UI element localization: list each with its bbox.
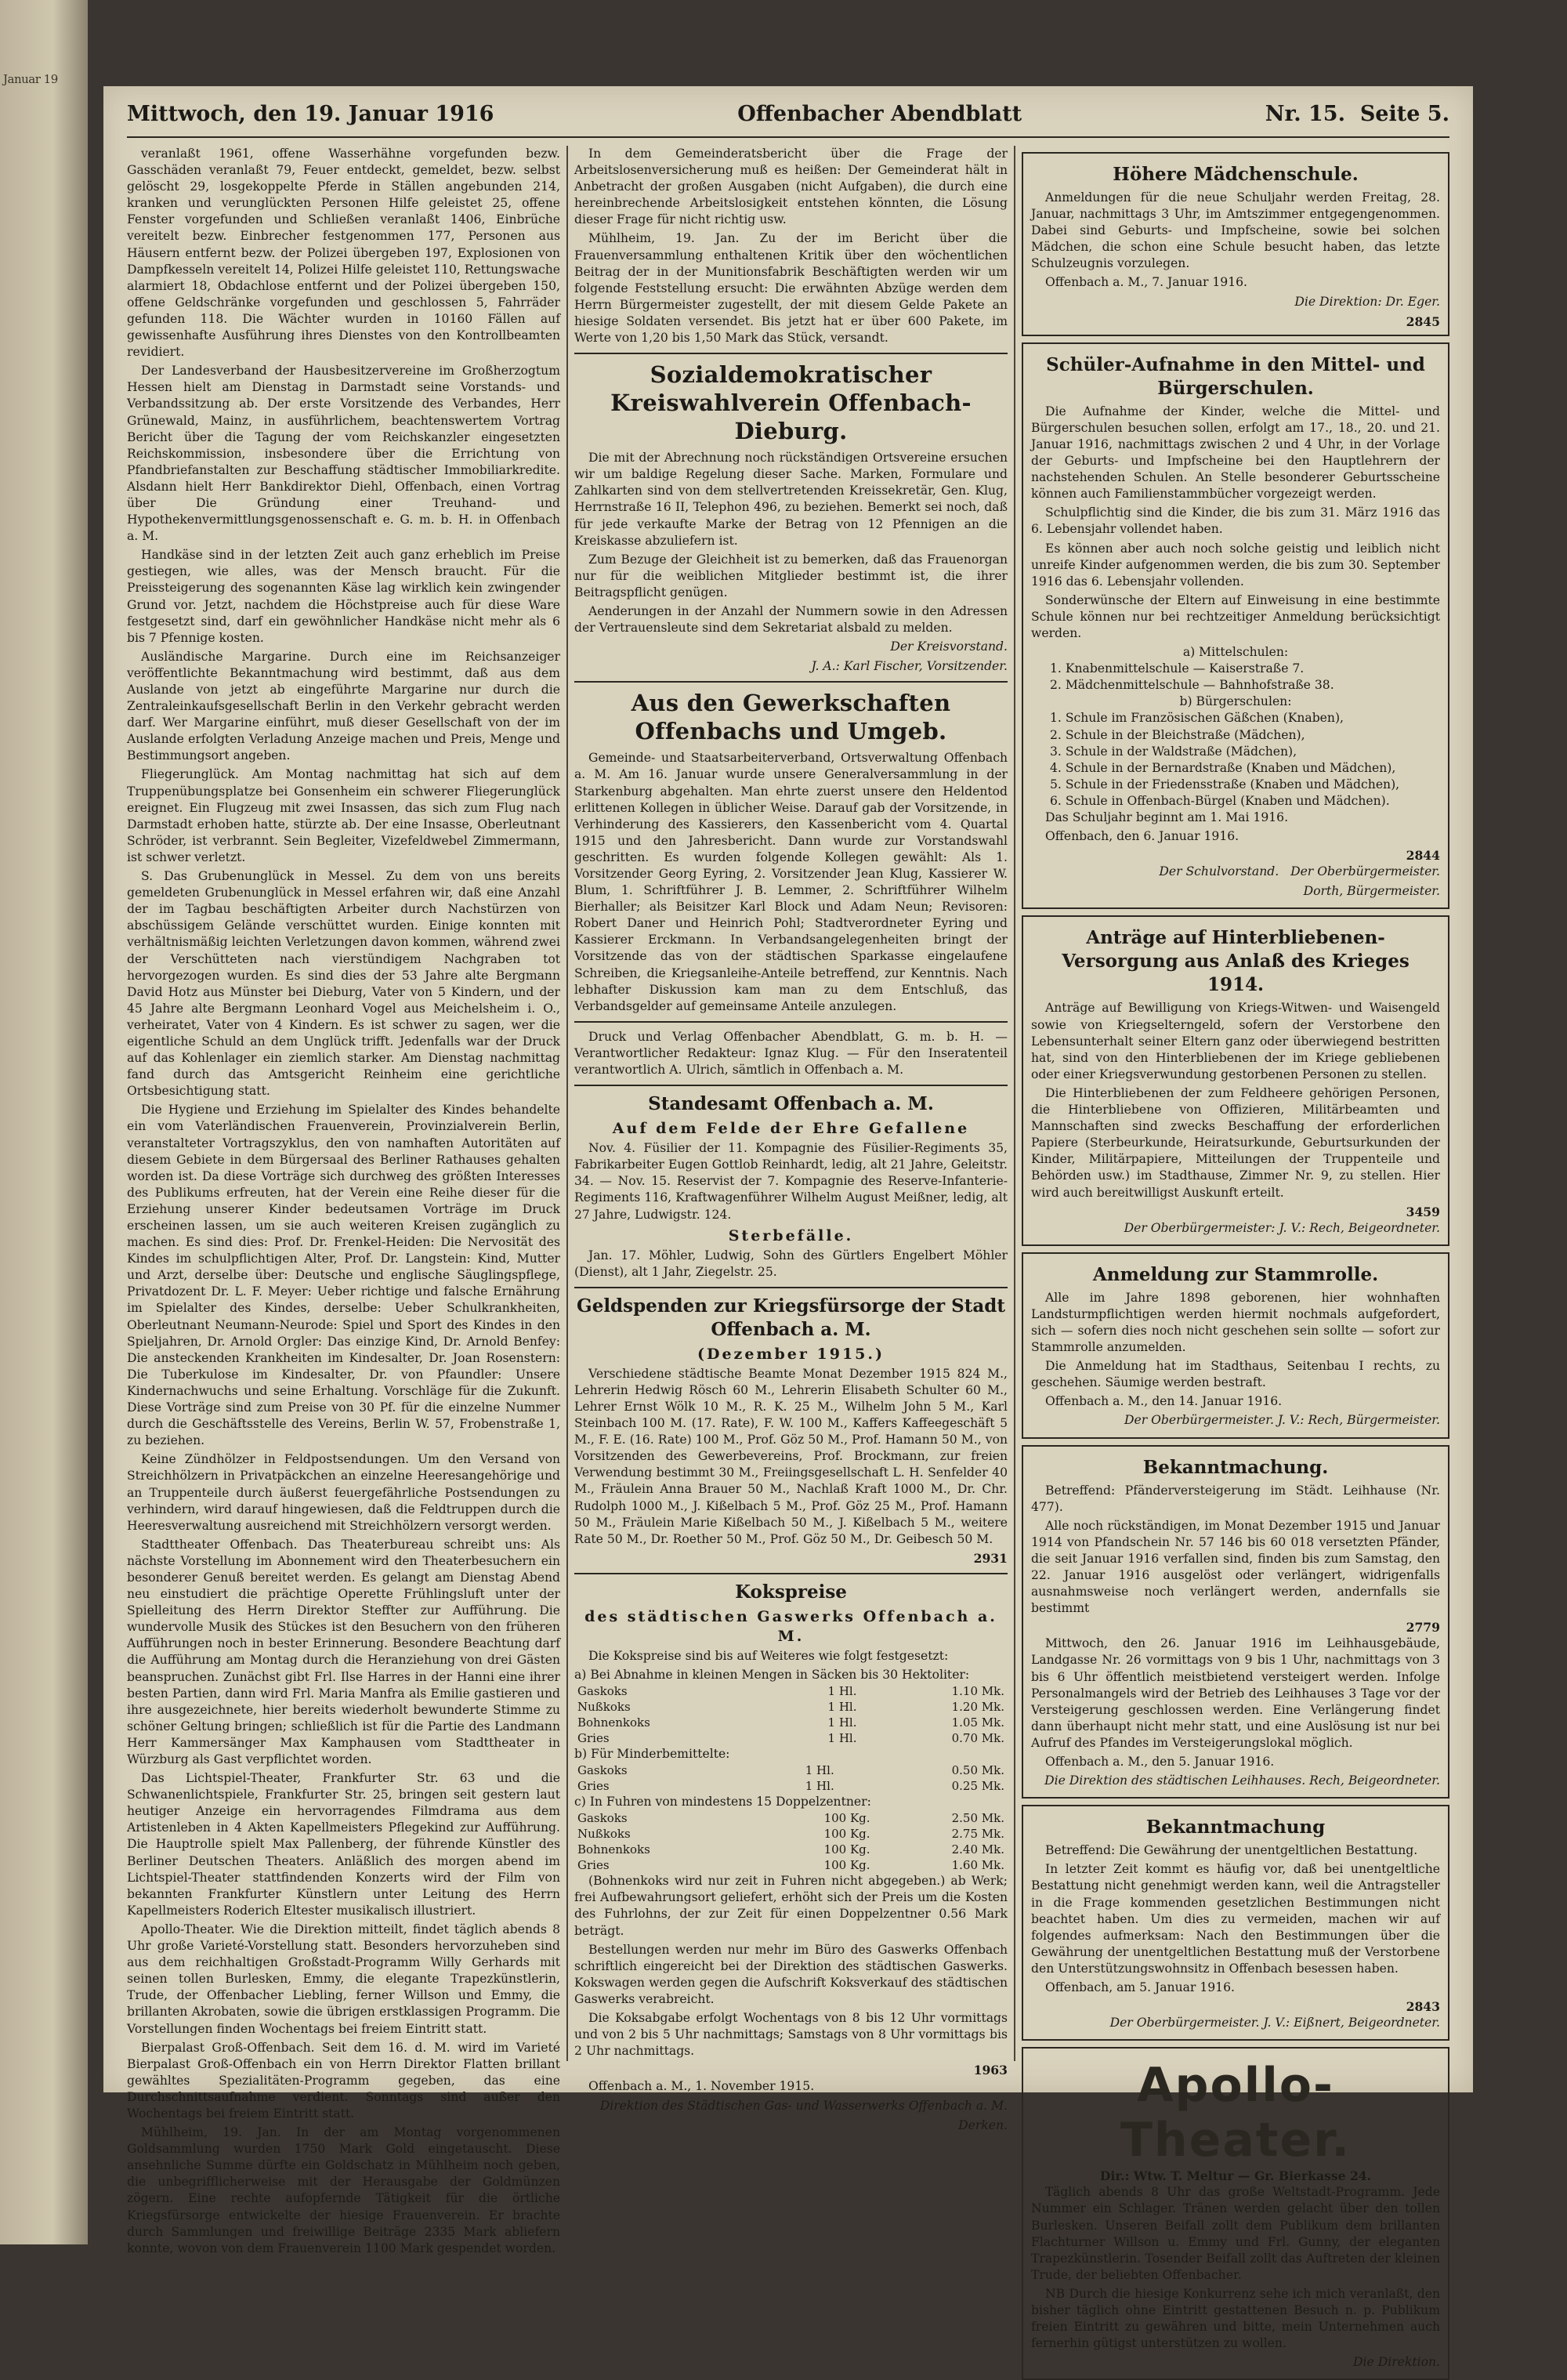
price-cell-qty: 1 Hl.	[827, 1715, 857, 1730]
section-heading: Aus den Gewerkschaften Offenbachs und Umgeb.	[631, 690, 951, 745]
price-cell-price: 0.70 Mk.	[951, 1731, 1004, 1746]
article-paragraph: Die Koksabgabe erfolgt Wochentags von 8 bis 12 Uhr vormittags und von 2 bis 5 Uhr nachmittags; Samstags von 8 Uhr vormittags bis 2 Uhr nachmittags.	[574, 2011, 1008, 2059]
price-cell-price: 2.75 Mk.	[951, 1827, 1004, 1842]
notice-heading: Anmeldung zur Stammrolle.	[1092, 1263, 1379, 1285]
price-row	[574, 1810, 1008, 1826]
price-group-heading: c) In Fuhren von mindestens 15 Doppelzentner:	[574, 1795, 871, 1809]
price-row	[574, 1715, 1008, 1730]
list-heading: a) Mittelschulen:	[1182, 645, 1289, 660]
ad-number: 2931	[973, 1550, 1008, 1566]
price-group-heading: a) Bei Abnahme in kleinen Mengen in Säcken bis 30 Hektoliter:	[574, 1668, 970, 1682]
price-cell-qty: 1 Hl.	[805, 1763, 834, 1778]
notice-paragraph: Mittwoch, den 26. Januar 1916 im Leihhausgebäude, Landgasse Nr. 26 vormittags von 9 bis 1 Uhr, nachmittags von 3 bis 6 Uhr öffentlich meistbietend versteigert werden. Infolge Personalmangels wird der Betrieb des Leihhauses 3 Tage vor der Versteigerung geschlossen werden. Eine Verlängerung findet dann überhaupt nicht mehr statt, und eine Auslösung ist nur bei Aufruf des Pfandes im Versteigerungslokal möglich.	[1031, 1636, 1440, 1750]
notice-paragraph: Sonderwünsche der Eltern auf Einweisung in eine bestimmte Schule können nur bei rechtzeitiger Anmeldung berücksichtigt werden.	[1031, 592, 1440, 640]
section-separator	[574, 1021, 1008, 1023]
price-cell-price: 2.40 Mk.	[951, 1842, 1004, 1857]
price-cell-price: 0.50 Mk.	[951, 1763, 1004, 1778]
article-paragraph: Apollo-Theater. Wie die Direktion mitteilt, findet täglich abends 8 Uhr große Varieté-Vorstellung statt. Besonders hervorzuheben sind aus dem reichhaltigen Großstadt-Programm Willy Gerhards mit seinen tollen Burlesken, Emmy, die elegante Trapezkünstlerin, Trude, der Offenbacher Liebling, ferner Willson und Emmy, die brillanten Akrobaten, sowie die übrigen erstklassigen Programm. Die Vorstellungen finden Wochentags bei freiem Eintritt statt.	[127, 1922, 560, 2036]
article-paragraph: (Bohnenkoks wird nur zeit in Fuhren nicht abgegeben.) ab Werk; frei Aufbewahrungsort geliefert, erhöht sich der Preis um die Kosten des Fuhrlohns, der zur Zeit für einen Doppelzentner 0.56 Mark beträgt.	[574, 1874, 1008, 1938]
article-paragraph: veranlaßt 1961, offene Wasserhähne vorgefunden bezw. Gasschäden veranlaßt 79, Feuer entdeckt, gemeldet, bezw. selbst gelöscht 29, losgekoppelte Pferde in Ställen angebunden 214, kranken und verunglückten Personen Hilfe geleistet 25, offene Fenster vorgefunden und Schließen veranlaßt 1406, Einbrüche vereitelt bezw. Einbrecher festgenommen 177, Personen aus Häusern entfernt bezw. der Polizei übergeben 197, Explosionen von Dampfkesseln vereitelt 14, Polizei Hilfe geleistet 110, Rettungswache alarmiert 18, Obdachlose entfernt und der Polizei übergeben 150, offene Geldschränke vorgefunden und geschlossen 5, Fahrräder gefunden 118. Die Wächter wurden in 10160 Fällen auf gewissenhafte Ausführung ihres Dienstes von den Kontrollbeamten revidiert.	[127, 147, 560, 360]
price-table	[574, 1762, 1008, 1794]
notice-school-admission	[1022, 342, 1449, 910]
price-cell-price: 2.50 Mk.	[951, 1811, 1004, 1826]
notice-paragraph: Die Hinterbliebenen der zum Feldheere gehörigen Personen, die Hinterbliebene von Offizieren, Militärbeamten und Mannschaften sind zwecks Beschaffung der erforderlichen Papiere (Sterbeurkunde, Heiratsurkunde, Geburtsurkunden der Kinder, Militärpapiere, Mitteilungen der Truppenteile und Behörden usw.) im Stadthause, Zimmer Nr. 9, zu stellen. Hier wird auch bereitwilligst Auskunft erteilt.	[1031, 1085, 1440, 1200]
section-separator	[574, 681, 1008, 683]
notice-paragraph: Anmeldungen für die neue Schuljahr werden Freitag, 28. Januar, nachmittags 3 Uhr, im Amtszimmer entgegengenommen. Dabei sind Geburts- und Impfscheine, sowie bei solchen Mädchen, die schon eine Schule besucht haben, das letzte Schulzeugnis vorzulegen.	[1031, 190, 1440, 271]
price-cell-qty: 1 Hl.	[805, 1779, 834, 1794]
article-paragraph: Die Hygiene und Erziehung im Spielalter des Kindes behandelte ein vom Vaterländischen Frauenverein, Provinzialverein Berlin, veranstalteter Vortragszyklus, den von namhaften Autoritäten auf diesem Gebiete in dem Bürgersaal des Berliner Rathauses gehalten worden ist. Da diese Vorträge sich durchweg des größten Interesses des Publikums erfreuten, hat der Verein eine Reihe dieser für die Erziehung unserer Kinder bedeutsamen Vorträge im Druck erscheinen lassen, um sie auch weiteren Kreisen zugänglich zu machen. Es sind dies: Prof. Dr. Frenkel-Heiden: Die Nervosität des Kindes im schulpflichtigen Alter, Prof. Dr. Langstein: Kind, Mutter und Arzt, derselbe über: Deutsche und englische Säuglingspflege, Privatdozent Dr. L. F. Meyer: Ueber richtige und falsche Ernährung im Spielalter des Kindes, derselbe: Ueber Schulkrankheiten, Oberleutnant Neumann-Neurode: Spiel und Sport des Kindes in den Spieljahren, Dr. Arnold Orgler: Das einzige Kind, Dr. Arnold Benfey: Die ansteckenden Krankheiten im Kindesalter, Dr. Joan Rosenstern: Die Tuberkulose im Kindesalter, Dr. von Pfaundler: Unsere Kindernachwuchs und seine Erhaltung. Vorschläge für die Zukunft. Diese Vorträge sind zum Preise von 30 Pf. für die einzelne Nummer durch die Geschäftsstelle des Vereins, Berlin W. 57, Frobenstraße 1, zu beziehen.	[127, 1103, 560, 1448]
signature: Die Direktion.	[1353, 2355, 1440, 2370]
column-local-news	[127, 146, 560, 2255]
column-divider	[1014, 146, 1015, 2061]
notice-paragraph: Betreffend: Pfänderversteigerung im Städt. Leihhause (Nr. 477).	[1031, 1483, 1440, 1514]
section-separator	[574, 1085, 1008, 1086]
notice-pawn-auction	[1022, 1445, 1449, 1799]
price-cell-name: Gries	[577, 1731, 610, 1746]
article-paragraph: Keine Zündhölzer in Feldpostsendungen. Um den Versand von Streichhölzern in Privatpäckchen an einzelne Heeresangehörige und an Truppenteile durch äußerst feuergefährliche Postsendungen zu verhindern, wird darauf hingewiesen, daß die Feldtruppen durch die Heeresverwaltung ausreichend mit Streichhölzern versorgt werden.	[127, 1452, 560, 1533]
price-cell-qty: 100 Kg.	[823, 1827, 870, 1842]
issue-date: Mittwoch, den 19. Januar 1916	[127, 102, 494, 126]
issue-page	[1265, 102, 1449, 126]
subheading: des städtischen Gaswerks Offenbach a. M.	[584, 1607, 997, 1645]
notice-heading: Bekanntmachung.	[1142, 1456, 1329, 1478]
article-paragraph: Gemeinde- und Staatsarbeiterverband, Ortsverwaltung Offenbach a. M. Am 16. Januar wurde unsere Generalversammlung in der Starkenburg abgehalten. Man ehrte zuerst unsere den Heldentod erlittenen Kollegen in üblicher Weise. Darauf gab der Vorsitzende, in Verhinderung des Kassierers, den Kassenbericht vom 4. Quartal 1915 und den Jahresbericht. Dann wurde zur Vorstandswahl geschritten. Es wurden folgende Kollegen gewählt: Als 1. Vorsitzender Georg Eyring, 2. Vorsitzender Jean Klug, Kassierer W. Blum, 1. Schriftführer J. B. Lemmer, 2. Schriftführer Wilhelm Bierhaller; als Beisitzer Karl Block und Adam Neun; Revisoren: Robert Daner und Heinrich Pohl; Stadtverordneter Eyring und Kassierer Erckmann. In Verbandsangelegenheiten bringt der Vorsitzende das von der städtischen Sparkasse eingelaufene Schreiben, die Kriegsanleihe-Anteile betreffend, zur Kenntnis. Nach lebhafter Diskussion kam man zu dem Entschluß, das Verbandsgelder auf gemeinsame Anteile anzulegen.	[574, 751, 1008, 1013]
price-row	[574, 1842, 1008, 1857]
price-cell-qty: 1 Hl.	[827, 1684, 857, 1699]
signature: Derken.	[958, 2117, 1008, 2132]
article-paragraph: Der Landesverband der Hausbesitzervereine im Großherzogtum Hessen hielt am Dienstag in Darmstadt seine Vorstands- und Verbandssitzung ab. Der erste Vorsitzende des Verbandes, Herr Grünewald, Mainz, in ausführlichem, beachtenswertem Vortrag Bericht über die Tagung der vom Reichskanzler eingesetzten Reichskommission, insbesondere über die Errichtung von Pfandbriefanstalten zur Beschaffung städtischer Immobiliarkredite. Alsdann hielt Herr Bankdirektor Diehl, Offenbach, einen Vortrag über Die Gründung einer Treuhand- und Hypothekenvermittlungsgenossenschaft e. G. m. b. H. in Offenbach a. M.	[127, 364, 560, 544]
imprint: Druck und Verlag Offenbacher Abendblatt, G. m. b. H. — Verantwortlicher Redakteur: Ignaz Klug. — Für den Inseratenteil verantwortlich A. Ulrich, sämtlich in Offenbach a. M.	[574, 1029, 1008, 1078]
price-cell-qty: 100 Kg.	[823, 1858, 870, 1873]
masthead	[127, 102, 1449, 138]
price-row	[574, 1857, 1008, 1873]
notice-heading: Bekanntmachung	[1145, 1817, 1326, 1838]
issue-number: Nr. 15.	[1265, 102, 1345, 126]
article-paragraph: S. Das Grubenunglück in Messel. Zu dem von uns bereits gemeldeten Grubenunglück in Messel erfahren wir, daß eine Anzahl der im Tagbau beschäftigten Arbeiter durch Nachstürzen von abschüssigem Gelände verschüttet wurden. Einige konnten mit verhältnismäßig leichten Verletzungen davon kommen, während zwei der Verschütteten nach vierstündigem Nachgraben tot hervorgezogen wurden. Es sind dies der 53 Jahre alte Bergmann David Hotz aus Münster bei Dieburg, Vater von 5 Kindern, und der 45 Jahre alte Bergmann Leonhard Vogel aus Meichelsheim i. O., verheiratet, Vater von 4 Kindern. Es ist schwer zu sagen, wer die eigentliche Schuld an dem Unglück trifft. Jedenfalls war der Druck auf das Kohlenlager ein ziemlich starker. Am Dienstag nachmittag fand durch das Amtsgericht Reinheim eine gerichtliche Ortsbesichtigung statt.	[127, 869, 560, 1099]
price-row	[574, 1730, 1008, 1746]
notice-paragraph: Betreffend: Die Gewährung der unentgeltlichen Bestattung.	[1045, 1843, 1418, 1858]
ad-number: 2844	[1406, 848, 1440, 864]
list-heading: b) Bürgerschulen:	[1179, 694, 1292, 709]
section-separator	[574, 1287, 1008, 1288]
price-row	[574, 1762, 1008, 1778]
school-list-item: 2. Mädchenmittelschule — Bahnhofstraße 38.	[1050, 678, 1334, 693]
school-list	[1031, 661, 1440, 694]
notice-stammrolle	[1022, 1252, 1449, 1439]
subheading: (Dezember 1915.)	[697, 1345, 885, 1363]
price-cell-price: 1.60 Mk.	[951, 1858, 1004, 1873]
signature: Der Oberbürgermeister. J. V.: Eißnert, Beigeordneter.	[1109, 2016, 1440, 2030]
column-divider	[566, 146, 568, 2061]
ad-paragraph: Täglich abends 8 Uhr das große Weltstadt-Programm. Jede Nummer ein Schlager. Tränen werden gelacht über den tollen Burlesken. Unseren Beifall zollt dem Publikum dem brillanten Flachturner Willson u. Emmy und Frl. Gunny, der eleganten Trapezkünstlerin. Tosender Beifall zollt das Auftreten der kleinen Trude, der beliebten Offenbacher.	[1031, 2185, 1440, 2282]
section-heading: Kokspreise	[735, 1581, 847, 1603]
page-number: Seite 5.	[1359, 102, 1449, 126]
ad-director: Dir.: Wtw. T. Meltur — Gr. Bierkasse 24.	[1099, 2168, 1372, 2184]
ad-number: 3459	[1406, 1204, 1440, 1219]
signature: Der Oberbürgermeister: J. V.: Rech, Beigeordneter.	[1124, 1220, 1440, 1235]
notice-paragraph: Offenbach a. M., den 14. Januar 1916.	[1045, 1394, 1283, 1409]
notice-burial	[1022, 1805, 1449, 2041]
signature-part: Der Oberbürgermeister.	[1290, 864, 1440, 879]
notice-heading: Höhere Mädchenschule.	[1113, 164, 1359, 185]
signature: Die Direktion des städtischen Leihhauses. Rech, Beigeordneter.	[1044, 1773, 1440, 1788]
signature-part: Der Schulvorstand.	[1159, 864, 1279, 879]
ad-number: 2779	[1406, 1620, 1440, 1636]
price-cell-name: Gries	[577, 1779, 610, 1794]
ad-paragraph: NB Durch die hiesige Konkurrenz sehe ich mich veranlaßt, den bisher täglich ohne Eintritt gestattenen Besuch n. p. Publikum freien Eintritt zu gewähren und bitte, mein Unternehmen auch fernerhin gütigst unterstützen zu wollen.	[1031, 2286, 1440, 2351]
article-paragraph: Verschiedene städtische Beamte Monat Dezember 1915 824 M., Lehrerin Hedwig Rösch 60 M., Lehrerin Elisabeth Schulter 60 M., Lehrer Ernst Wölk 10 M., R. K. 25 M., Wilhelm John 5 M., Karl Steinbach 100 M. (17. Rate), F. W. 100 M., Kaffers Kaffeegeschäft 5 M., F. E. (16. Rate) 100 M., Prof. Göz 50 M., Prof. Hamann 50 M., von Vorsitzenden des Gewerbevereins, Prof. Brockmann, zur freien Verwendung bestimmt 30 M., Freiingsgesellschaft L. H. Senfelder 40 M., Fräulein Anna Brauer 50 M., Nachlaß Kraft 1000 M., Dr. Chr. Rudolph 1000 M., J. Kißelbach 5 M., Prof. Göz 25 M., Prof. Hamann 50 M., Fräulein Marie Kißelbach 50 M., J. Kißelbach 5 M., weitere Rate 50 M., Dr. Roether 50 M., Prof. Göz 50 M., Dr. Geibesch 50 M.	[574, 1366, 1008, 1546]
price-row	[574, 1699, 1008, 1715]
signature: Der Oberbürgermeister. J. V.: Rech, Bürgermeister.	[1124, 1413, 1440, 1428]
article-paragraph: Nov. 4. Füsilier der 11. Kompagnie des Füsilier-Regiments 35, Fabrikarbeiter Eugen Gottlob Reinhardt, ledig, alt 21 Jahre, Geleitstr. 34. — Nov. 15. Reservist der 7. Kompagnie des Reserve-Infanterie-Regiments 116, Kraftwagenführer Wilhelm August Meißner, ledig, alt 27 Jahre, Ludwigstr. 124.	[574, 1141, 1008, 1222]
subheading: Sterbefälle.	[728, 1226, 854, 1244]
price-cell-price: 1.05 Mk.	[951, 1715, 1004, 1730]
column-middle	[574, 146, 1008, 2132]
school-list-item: 3. Schule in der Waldstraße (Mädchen),	[1050, 744, 1297, 759]
price-cell-qty: 100 Kg.	[823, 1842, 870, 1857]
price-row	[574, 1778, 1008, 1794]
notice-paragraph: Die Anmeldung hat im Stadthaus, Seitenbau I rechts, zu geschehen. Säumige werden bestraft.	[1031, 1359, 1440, 1390]
price-cell-name: Gries	[577, 1858, 610, 1873]
article-paragraph: Stadttheater Offenbach. Das Theaterbureau schreibt uns: Als nächste Vorstellung im Abonnement wird den Theaterbesuchern ein besonderer Genuß bereitet werden. Es gelangt am Dienstag Abend neu einstudiert die prächtige Operette Frühlingsluft unter der Spielleitung des Herrn Direktor Steffter zur Aufführung. Die wundervolle Musik des Stückes ist den Besuchern von den früheren Aufführungen noch in bester Erinnerung. Besondere Beachtung darf die Aufführung am Montag durch die Heranziehung von drei Gästen beanspruchen. Zunächst gibt Frl. Ilse Harres in der Hanni eine ihrer besten Partien, dann wird Frl. Maria Manfra als Emilie gastieren und ihre ausgezeichnete, hier bereits wiederholt bewunderte Stimme zu schöner Geltung bringen; schließlich ist für die Partie des Landmann Herr Kammersänger Max Kamphausen vom Stadttheater in Würzburg als Gast verpflichtet worden.	[127, 1537, 560, 1766]
section-heading: Sozialdemokratischer Kreiswahlverein Offenbach-Dieburg.	[610, 361, 972, 445]
ad-apollo-theater	[1022, 2047, 1449, 2380]
price-cell-name: Bohnenkoks	[577, 1842, 650, 1857]
ad-number: 2843	[1406, 1999, 1440, 2015]
article-paragraph: In dem Gemeinderatsbericht über die Frage der Arbeitslosenversicherung muß es heißen: Der Gemeinderat hält in Anbetracht der großen Ausgaben (nicht Aufgaben), die durch eine hereinbrechende Arbeitslosigkeit entstehen könnten, die Lösung dieser Frage für nicht richtig usw.	[574, 147, 1008, 227]
section-heading: Standesamt Offenbach a. M.	[648, 1093, 934, 1115]
notice-higher-girls-school	[1022, 152, 1449, 336]
notice-paragraph: Schulpflichtig sind die Kinder, die bis zum 31. März 1916 das 6. Lebensjahr vollendet haben.	[1031, 505, 1440, 537]
price-cell-name: Nußkoks	[577, 1827, 631, 1842]
signature: Direktion des Städtischen Gas- und Wasserwerks Offenbach a. M.	[599, 2098, 1008, 2113]
article-paragraph: Aenderungen in der Anzahl der Nummern sowie in den Adressen der Vertrauensleute sind dem Sekretariat alsbald zu melden.	[574, 603, 1008, 636]
signature: J. A.: Karl Fischer, Vorsitzender.	[811, 659, 1008, 674]
article-paragraph: Die mit der Abrechnung noch rückständigen Ortsvereine ersuchen wir um baldige Regelung dieser Sache. Marken, Formulare und Zahlkarten sind von dem stellvertretenden Kreissekretär, Gen. Klug, Herrnstraße 16 II, Telephon 496, zu beziehen. Bemerkt sei noch, daß für jede verkaufte Marke der Betrag von 12 Pfennigen an die Kreiskasse abzuliefern ist.	[574, 451, 1008, 548]
ad-number: 2845	[1406, 313, 1440, 329]
notice-paragraph: Das Schuljahr beginnt am 1. Mai 1916.	[1045, 810, 1289, 824]
notice-paragraph: Anträge auf Bewilligung von Kriegs-Witwen- und Waisengeld sowie von Kriegselterngeld, sofern der Verstorbene den Lebensunterhalt seiner Eltern ganz oder überwiegend bestritten hat, sind von den Hinterbliebenen der im Kriege gebliebenen oder einer Kriegsverwundung gestorbenen Personen zu stellen.	[1031, 1001, 1440, 1081]
school-list-item: 5. Schule in der Friedensstraße (Knaben und Mädchen),	[1050, 777, 1400, 792]
section-separator	[574, 353, 1008, 354]
price-table	[574, 1683, 1008, 1746]
school-list-item: 2. Schule in der Bleichstraße (Mädchen),	[1050, 727, 1305, 742]
price-cell-price: 0.25 Mk.	[951, 1779, 1004, 1794]
article-paragraph: Handkäse sind in der letzten Zeit auch ganz erheblich im Preise gestiegen, wie alles, was der Mensch braucht. Für die Preissteigerung des sogenannten Käse lag wirklich kein zwingender Grund vor. Jetzt, nachdem die Höchstpreise auch für diese Ware festgesetzt sind, darf ein gewöhnlicher Handkäse nicht mehr als 6 bis 7 Pfennige kosten.	[127, 548, 560, 645]
price-cell-qty: 100 Kg.	[823, 1811, 870, 1826]
article-paragraph: Mühlheim, 19. Jan. Zu der im Bericht über die Frauenversammlung enthaltenen Kritik über den wöchentlichen Beitrag der in der Munitionsfabrik Beschäftigten werden wir um folgende Feststellung ersucht: Die erwähnten Abzüge werden dem Herrn Bürgermeister zugestellt, der mit diesem Gelde Pakete an hiesige Soldaten versendet. Bis jetzt hat er über 600 Pakete, im Werte von 1,20 bis 1,50 Mark das Stück, versandt.	[574, 231, 1008, 346]
notice-paragraph: Die Aufnahme der Kinder, welche die Mittel- und Bürgerschulen besuchen sollen, erfolgt am 17., 18., 20. und 21. Januar 1916, nachmittags zwischen 2 und 4 Uhr, in der Vorlage der Geburts- und Impfscheine bei den Hauptlehrern der nachstehenden Schulen. An Stelle besonderer Geburtsscheine können auch Familienstammbücher vorgezeigt werden.	[1031, 404, 1440, 502]
price-row	[574, 1826, 1008, 1842]
notice-survivors-pension	[1022, 915, 1449, 1245]
school-list-item: 1. Knabenmittelschule — Kaiserstraße 7.	[1050, 661, 1305, 676]
column-notices	[1022, 146, 1449, 2370]
article-paragraph: Zum Bezuge der Gleichheit ist zu bemerken, daß das Frauenorgan nur für die weiblichen Mitglieder bestimmt ist, die ihrer Beitragspflicht genügen.	[574, 552, 1008, 600]
adjacent-page-text: Januar 19	[3, 72, 58, 86]
price-cell-name: Gaskoks	[577, 1763, 628, 1778]
school-list-item: 1. Schule im Französischen Gäßchen (Knaben),	[1050, 711, 1344, 726]
ad-number: 1963	[973, 2063, 1008, 2078]
price-group-heading: b) Für Minderbemittelte:	[574, 1747, 730, 1762]
notice-paragraph: Es können aber auch noch solche geistig und leiblich nicht unreife Kinder aufgenommen werden, die bis zum 30. September 1916 das 6. Lebensjahr vollenden.	[1031, 541, 1440, 589]
section-separator	[574, 1573, 1008, 1574]
price-cell-price: 1.20 Mk.	[951, 1700, 1004, 1715]
article-paragraph: Fliegerunglück. Am Montag nachmittag hat sich auf dem Truppenübungsplatze bei Gonsenheim ein schwerer Fliegerunglück ereignet. Ein Flugzeug mit zwei Insassen, das sich zum Flug nach Darmstadt erhoben hatte, stürzte ab. Der eine Insasse, Oberleutnant Schröder, ist verbrannt. Sein Begleiter, Vizefeldwebel Zimmermann, ist schwer verletzt.	[127, 767, 560, 864]
article-paragraph: Jan. 17. Möhler, Ludwig, Sohn des Gürtlers Engelbert Möhler (Dienst), alt 1 Jahr, Ziegelstr. 25.	[574, 1248, 1008, 1279]
notice-heading: Anträge auf Hinterbliebenen-Versorgung aus Anlaß des Krieges 1914.	[1062, 927, 1410, 996]
price-row	[574, 1683, 1008, 1699]
price-cell-qty: 1 Hl.	[827, 1731, 857, 1746]
price-cell-name: Gaskoks	[577, 1811, 628, 1826]
school-list-item: 6. Schule in Offenbach-Bürgel (Knaben und Mädchen).	[1050, 793, 1390, 808]
signature: Die Direktion: Dr. Eger.	[1294, 294, 1440, 309]
price-cell-name: Bohnenkoks	[577, 1715, 650, 1730]
signature: Der Kreisvorstand.	[890, 639, 1008, 654]
newspaper-page	[103, 86, 1473, 2370]
signature: Dorth, Bürgermeister.	[1303, 884, 1440, 899]
price-cell-qty: 1 Hl.	[827, 1700, 857, 1715]
article-paragraph: Mühlheim, 19. Jan. In der am Montag vorgenommenen Goldsammlung wurden 1750 Mark Gold eingetauscht. Diese ansehnliche Summe dürfte ein Goldschatz in Mühlheim noch geben, die unbegrifflicherweise mit der Herausgabe der Goldmünzen zögern. Eine rechte aufopfernde Tätigkeit für die örtliche Kriegsfürsorge entwickelte der hiesige Frauenverein. Er brachte durch Sammlungen und freiwillige Beiträge 2335 Mark abliefern konnte, wovon von dem Frauenverein 1100 Mark gespendet worden.	[127, 2125, 560, 2255]
subheading: Auf dem Felde der Ehre Gefallene	[612, 1120, 970, 1138]
notice-paragraph: Offenbach, am 5. Januar 1916.	[1045, 1980, 1235, 1994]
article-paragraph: Die Kokspreise sind bis auf Weiteres wie folgt festgesetzt:	[588, 1648, 949, 1663]
article-paragraph: Bestellungen werden nur mehr im Büro des Gaswerks Offenbach schriftlich eingereicht bei der Direktion des städtischen Gaswerks. Kokswagen werden gegen die Aufschrift Koksverkauf des städtischen Gaswerks verabreicht.	[574, 1942, 1008, 2006]
price-cell-price: 1.10 Mk.	[951, 1684, 1004, 1699]
signature	[1031, 864, 1440, 880]
article-paragraph: Offenbach a. M., 1. November 1915.	[588, 2079, 815, 2094]
notice-paragraph: Alle im Jahre 1898 geborenen, hier wohnhaften Landsturmpflichtigen werden hiermit nochmals aufgefordert, sich — sofern dies noch nicht geschehen sein sollte — sofort zur Stammrolle anzumelden.	[1031, 1290, 1440, 1355]
section-heading: Geldspenden zur Kriegsfürsorge der Stadt Offenbach a. M.	[577, 1295, 1005, 1340]
price-cell-name: Nußkoks	[577, 1700, 631, 1715]
notice-paragraph: Offenbach a. M., 7. Januar 1916.	[1045, 275, 1248, 290]
adjacent-page-fragment	[0, 0, 88, 2244]
notice-paragraph: Offenbach a. M., den 5. Januar 1916.	[1045, 1755, 1275, 1770]
article-paragraph: Bierpalast Groß-Offenbach. Seit dem 16. d. M. wird im Varieté Bierpalast Groß-Offenbach ein von Herrn Direktor Flatten brillant gewähltes Spezialitäten-Programm gegeben, das eine Durchschnittsaufnahme verdient. Sonntags sind außer den Wochentags bei freiem Eintritt statt.	[127, 2040, 560, 2121]
paper-name: Offenbacher Abendblatt	[737, 102, 1022, 126]
article-paragraph: Ausländische Margarine. Durch eine im Reichsanzeiger veröffentlichte Bekanntmachung wird bestimmt, daß aus dem Auslande von jetzt ab eingeführte Margarine nur durch die Zentraleinkaufsgesellschaft Berlin in den Verkehr gebracht werden darf. Wer Margarine einführt, muß dieser Gesellschaft von der im Auslande erfolgten Verladung Anzeige machen und Preis, Menge und Bestimmungsort angeben.	[127, 649, 560, 763]
price-table	[574, 1810, 1008, 1873]
ad-title: Apollo-Theater.	[1120, 2058, 1352, 2168]
school-list	[1031, 710, 1440, 810]
notice-paragraph: Alle noch rückständigen, im Monat Dezember 1915 und Januar 1914 von Pfandschein Nr. 57 146 bis 60 018 versetzten Pfänder, die seit Januar 1916 verfallen sind, finden bis zum Samstag, den 22. Januar 1916 ausgelöst oder verlängert, widrigenfalls ausnahmsweise noch verlängert werden, andernfalls sie bestimmt	[1031, 1518, 1440, 1616]
article-paragraph: Das Lichtspiel-Theater, Frankfurter Str. 63 und die Schwanenlichtspiele, Frankfurter Str. 25, bringen seit gestern laut heutiger Anzeige ein hervorragendes Filmdrama aus dem Artistenleben in 4 Akten Kapellmeisters Pflegekind zur Aufführung. Die Hauptrolle spielt Max Pallenberg, der führende Künstler des Berliner Deutschen Theaters. Anläßlich des morgen abend im Lichtspiel-Theater stattfindenden Konzerts wird der Film von bekannten Frankfurter Künstlern unter Leitung des Herrn Kapellmeisters Roderich Eltester musikalisch illustriert.	[127, 1771, 560, 1918]
notice-paragraph: In letzter Zeit kommt es häufig vor, daß bei unentgeltliche Bestattung nicht genehmigt werden kann, weil die Antragsteller in die Frage kommenden gesetzlichen Bestimmungen nicht beachtet haben. Um dies zu vermeiden, machen wir auf folgendes aufmerksam: Nach den Bestimmungen über die Gewährung der unentgeltlichen Bestattung muß der Verstorbene den Unterstützungswohnsitz in Offenbach besessen haben.	[1031, 1862, 1440, 1976]
notice-paragraph: Offenbach, den 6. Januar 1916.	[1045, 829, 1239, 844]
school-list-item: 4. Schule in der Bernardstraße (Knaben und Mädchen),	[1050, 760, 1396, 775]
notice-heading: Schüler-Aufnahme in den Mittel- und Bürgerschulen.	[1046, 353, 1425, 399]
price-cell-name: Gaskoks	[577, 1684, 628, 1699]
